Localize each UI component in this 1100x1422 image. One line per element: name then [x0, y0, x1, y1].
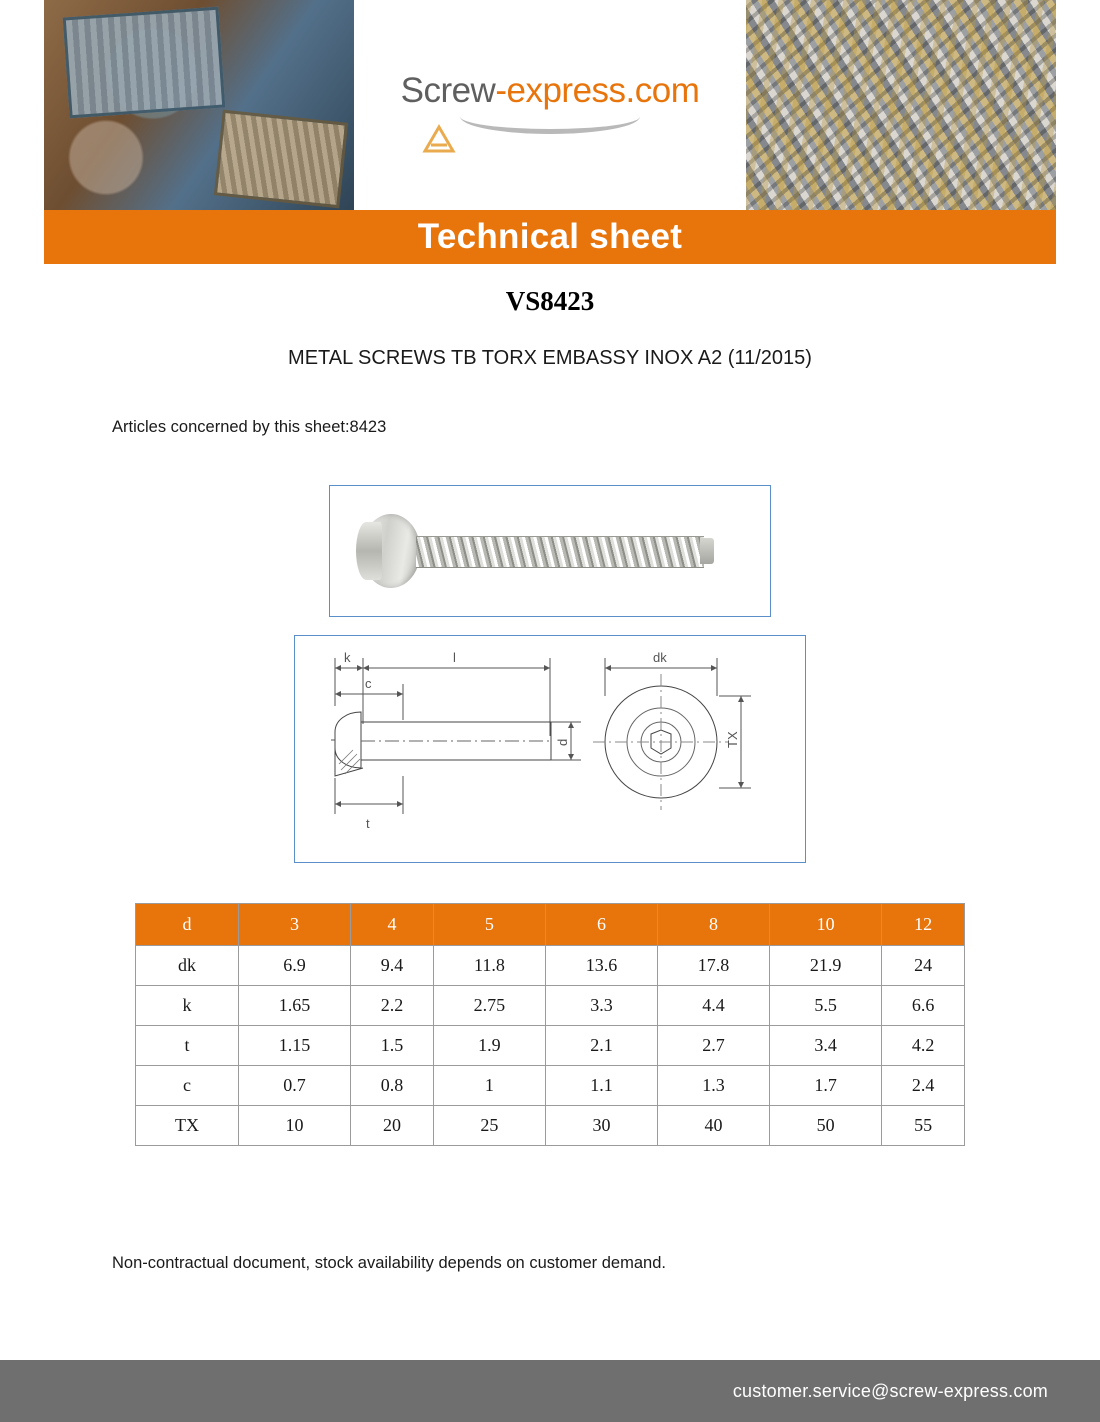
table-cell: 10 — [239, 1106, 351, 1146]
table-row — [136, 986, 965, 1026]
table-cell: 1.9 — [433, 1026, 545, 1066]
table-cell: 1.15 — [239, 1026, 351, 1066]
table-row — [136, 1066, 965, 1106]
table-header-cell: 8 — [658, 904, 770, 946]
logo-swoosh — [460, 113, 640, 134]
brand-logo — [401, 71, 700, 134]
screw-flange-shape — [356, 522, 382, 580]
table-header-cell: 3 — [239, 904, 351, 946]
row-label: t — [136, 1026, 239, 1066]
articles-concerned: Articles concerned by this sheet:8423 — [112, 418, 387, 436]
logo-text-main: Screw — [400, 70, 496, 110]
table-cell: 30 — [545, 1106, 657, 1146]
table-header-cell: 12 — [882, 904, 965, 946]
drawing-svg — [295, 636, 805, 862]
table-cell: 50 — [770, 1106, 882, 1146]
drawing-label-tx: TX — [725, 731, 740, 748]
table-cell: 1.7 — [770, 1066, 882, 1106]
table-cell: 3.4 — [770, 1026, 882, 1066]
table-cell: 0.8 — [351, 1066, 434, 1106]
banner-title: Technical sheet — [417, 217, 683, 256]
row-label: k — [136, 986, 239, 1026]
table-cell: 1.5 — [351, 1026, 434, 1066]
table-row — [136, 946, 965, 986]
table-cell: 1 — [433, 1066, 545, 1106]
screw-thread-shape — [416, 536, 704, 568]
table-cell: 9.4 — [351, 946, 434, 986]
technical-drawing-figure — [294, 635, 806, 863]
drawing-label-d: d — [555, 738, 570, 746]
table-cell: 11.8 — [433, 946, 545, 986]
table-cell: 17.8 — [658, 946, 770, 986]
screw-tip-shape — [700, 538, 714, 564]
table-header-cell: 6 — [545, 904, 657, 946]
table-cell: 20 — [351, 1106, 434, 1146]
table-row — [136, 1026, 965, 1066]
table-header-row — [136, 904, 965, 946]
table-row — [136, 1106, 965, 1146]
drawing-label-c: c — [365, 676, 372, 691]
table-header-cell: 5 — [433, 904, 545, 946]
drawing-label-k: k — [344, 650, 351, 665]
table-cell: 6.6 — [882, 986, 965, 1026]
table-header-cell: d — [136, 904, 239, 946]
table-cell: 1.1 — [545, 1066, 657, 1106]
table-cell: 4.2 — [882, 1026, 965, 1066]
table-cell: 4.4 — [658, 986, 770, 1026]
row-label: c — [136, 1066, 239, 1106]
table-cell: 2.1 — [545, 1026, 657, 1066]
logo-text — [401, 71, 700, 111]
table-cell: 1.3 — [658, 1066, 770, 1106]
dimensions-table — [135, 903, 965, 1146]
table-cell: 1.65 — [239, 986, 351, 1026]
table-cell: 13.6 — [545, 946, 657, 986]
workbench-photo — [44, 0, 354, 210]
table-header-cell: 10 — [770, 904, 882, 946]
screws-pile-photo — [746, 0, 1056, 210]
page-header — [44, 0, 1056, 210]
page-footer — [0, 1360, 1100, 1422]
table-cell: 2.75 — [433, 986, 545, 1026]
logo-area — [354, 0, 746, 210]
page-title: METAL SCREWS TB TORX EMBASSY INOX A2 (11/2015) — [288, 347, 812, 369]
table-cell: 25 — [433, 1106, 545, 1146]
table-cell: 2.4 — [882, 1066, 965, 1106]
table-cell: 21.9 — [770, 946, 882, 986]
logo-text-accent: -express.com — [495, 70, 700, 110]
footer-email[interactable]: customer.service@screw-express.com — [732, 1380, 1048, 1401]
product-photo-figure — [329, 485, 771, 617]
row-label: dk — [136, 946, 239, 986]
table-cell: 40 — [658, 1106, 770, 1146]
table-header-cell: 4 — [351, 904, 434, 946]
drawing-label-dk: dk — [653, 650, 667, 665]
table-cell: 0.7 — [239, 1066, 351, 1106]
product-reference: VS8423 — [505, 286, 595, 316]
drawing-label-t: t — [366, 816, 370, 831]
row-label: TX — [136, 1106, 239, 1146]
table-cell: 2.7 — [658, 1026, 770, 1066]
disclaimer-text: Non-contractual document, stock availability depends on customer demand. — [112, 1254, 666, 1272]
table-cell: 6.9 — [239, 946, 351, 986]
document-body — [44, 286, 1056, 1273]
table-cell: 5.5 — [770, 986, 882, 1026]
table-cell: 24 — [882, 946, 965, 986]
table-cell: 3.3 — [545, 986, 657, 1026]
screw-icon — [419, 117, 459, 157]
drawing-label-l: l — [453, 650, 456, 665]
technical-sheet-banner — [44, 210, 1056, 264]
table-cell: 55 — [882, 1106, 965, 1146]
table-cell: 2.2 — [351, 986, 434, 1026]
